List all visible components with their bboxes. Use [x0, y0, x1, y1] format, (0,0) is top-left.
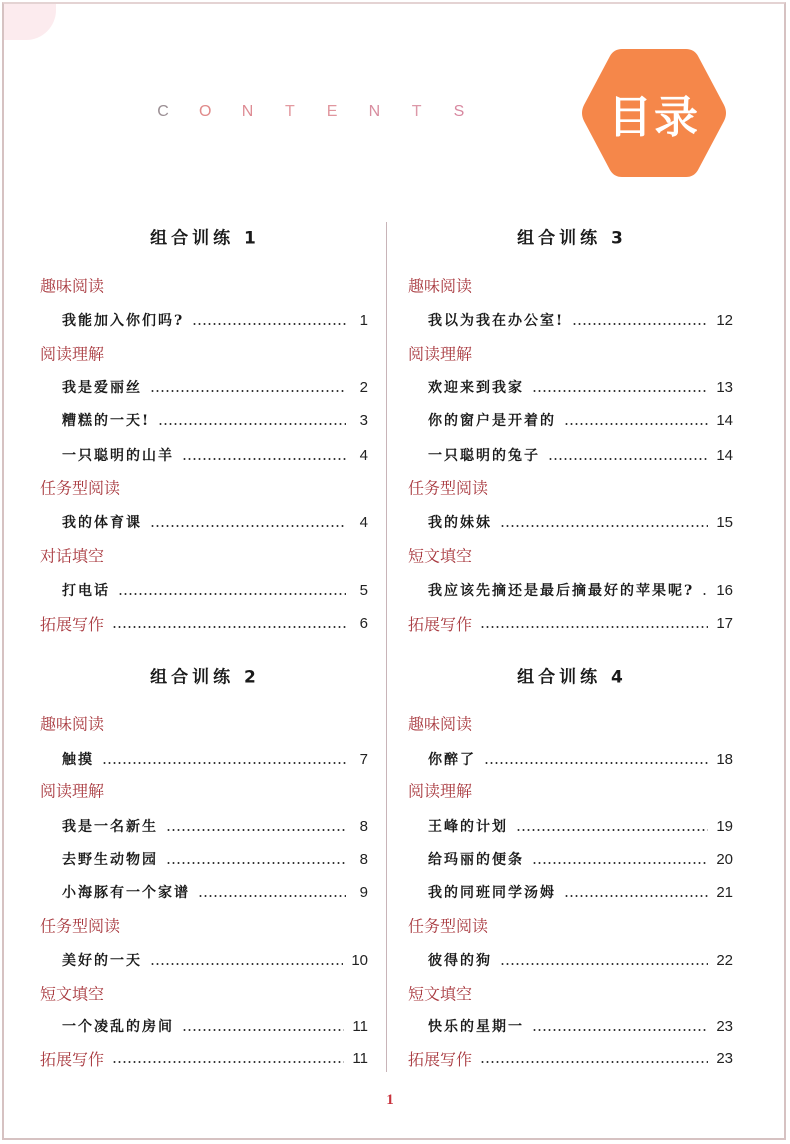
section-heading: 趣味阅读 — [40, 276, 105, 296]
section-heading: 任务型阅读 — [40, 916, 121, 936]
entry-title: 我的体育课 — [62, 515, 142, 531]
entry-page-number: 1 — [359, 311, 368, 329]
entry-page-number: 21 — [716, 883, 733, 901]
entry-page-number: 18 — [716, 750, 733, 768]
toc-entry[interactable] — [428, 444, 733, 466]
entry-title: 给玛丽的便条 — [428, 852, 524, 868]
entry-title: 小海豚有一个家谱 — [62, 885, 190, 901]
entry-title: 打电话 — [62, 583, 110, 599]
toc-entry[interactable] — [428, 409, 733, 431]
contents-letter: T — [284, 103, 295, 120]
entry-title: 糟糕的一天! — [62, 413, 151, 429]
dot-leader — [480, 1061, 708, 1063]
entry-page-number: 9 — [359, 883, 368, 901]
toc-entry[interactable] — [62, 848, 368, 870]
entry-title: 我能加入你们吗? — [62, 313, 185, 329]
toc-column-left — [0, 0, 386, 1144]
entry-page-number: 11 — [352, 1049, 368, 1067]
contents-letter: N — [241, 103, 254, 120]
section-heading: 阅读理解 — [40, 344, 105, 364]
entry-page-number: 3 — [359, 411, 368, 429]
dot-leader — [564, 423, 708, 425]
toc-entry[interactable] — [428, 309, 733, 331]
toc-entry[interactable] — [428, 376, 733, 398]
dot-leader — [118, 593, 346, 595]
dot-leader — [166, 862, 346, 864]
section-heading: 阅读理解 — [408, 344, 473, 364]
dot-leader — [150, 390, 346, 392]
dot-leader — [532, 390, 708, 392]
entry-page-number: 19 — [716, 817, 733, 835]
section-heading: 趣味阅读 — [40, 714, 105, 734]
contents-letter: S — [453, 103, 465, 120]
dot-leader — [516, 829, 708, 831]
section-heading: 短文填空 — [408, 984, 473, 1004]
entry-title: 我的同班同学汤姆 — [428, 885, 556, 901]
dot-leader — [564, 895, 708, 897]
entry-page-number: 14 — [716, 446, 733, 464]
entry-title: 你的窗户是开着的 — [428, 413, 556, 429]
entry-title: 你醉了 — [428, 752, 476, 768]
section-heading: 对话填空 — [40, 546, 105, 566]
entry-title: 我是爱丽丝 — [62, 380, 142, 396]
toc-entry[interactable] — [428, 815, 733, 837]
section-entry[interactable] — [408, 612, 733, 634]
entry-page-number: 10 — [351, 951, 368, 969]
entry-title: 王峰的计划 — [428, 819, 508, 835]
entry-title: 去野生动物园 — [62, 852, 158, 868]
entry-title: 我的妹妹 — [428, 515, 492, 531]
toc-entry[interactable] — [62, 881, 368, 903]
entry-page-number: 17 — [716, 614, 733, 632]
toc-badge-label: 目录 — [608, 92, 700, 143]
section-heading: 阅读理解 — [40, 781, 105, 801]
entry-page-number: 12 — [716, 311, 733, 329]
toc-entry[interactable] — [62, 949, 368, 971]
toc-entry[interactable] — [428, 848, 733, 870]
entry-page-number: 16 — [716, 581, 733, 599]
section-heading: 趣味阅读 — [408, 276, 473, 296]
dot-leader — [484, 762, 708, 764]
entry-title: 触摸 — [62, 752, 94, 768]
entry-page-number: 20 — [716, 850, 733, 868]
toc-column-right — [388, 0, 788, 1144]
entry-title: 我以为我在办公室! — [428, 313, 565, 329]
group-title: 组合训练 1 — [150, 228, 260, 249]
toc-entry[interactable] — [62, 376, 368, 398]
toc-entry[interactable] — [62, 511, 368, 533]
entry-page-number: 8 — [359, 817, 368, 835]
dot-leader — [102, 762, 346, 764]
toc-entry[interactable] — [62, 1015, 368, 1037]
section-entry[interactable] — [40, 1047, 368, 1069]
contents-letter: C — [157, 103, 169, 120]
entry-title: 美好的一天 — [62, 953, 142, 969]
dot-leader — [500, 525, 708, 527]
section-heading: 任务型阅读 — [40, 478, 121, 498]
entry-page-number: 13 — [716, 378, 733, 396]
toc-entry[interactable] — [428, 511, 733, 533]
column-divider — [386, 222, 387, 1072]
dot-leader — [198, 895, 346, 897]
dot-leader — [500, 963, 708, 965]
entry-title: 欢迎来到我家 — [428, 380, 524, 396]
contents-letter: E — [326, 103, 338, 120]
entry-page-number: 22 — [716, 951, 733, 969]
contents-letter: O — [199, 103, 212, 120]
entry-page-number: 4 — [359, 446, 368, 464]
toc-entry[interactable] — [428, 1015, 733, 1037]
page-number: 1 — [386, 1092, 394, 1108]
entry-page-number: 14 — [716, 411, 733, 429]
toc-entry[interactable] — [62, 815, 368, 837]
section-heading: 任务型阅读 — [408, 478, 489, 498]
section-heading: 短文填空 — [408, 546, 473, 566]
entry-page-number: 23 — [716, 1049, 733, 1067]
toc-entry[interactable] — [62, 309, 368, 331]
entry-title: 快乐的星期一 — [428, 1019, 524, 1035]
dot-leader — [158, 423, 346, 425]
entry-title: 我是一名新生 — [62, 819, 158, 835]
entry-page-number: 5 — [359, 581, 368, 599]
toc-entry[interactable] — [428, 949, 733, 971]
dot-leader — [480, 626, 708, 628]
dot-leader — [182, 458, 346, 460]
dot-leader — [182, 1029, 344, 1031]
entry-title: 我应该先摘还是最后摘最好的苹果呢? — [428, 583, 695, 599]
entry-page-number: 6 — [359, 614, 368, 632]
dot-leader — [192, 323, 346, 325]
toc-entry[interactable] — [428, 579, 733, 601]
dot-leader — [572, 323, 708, 325]
dot-leader — [532, 1029, 708, 1031]
entry-page-number: 15 — [716, 513, 733, 531]
toc-entry[interactable] — [62, 748, 368, 770]
group-title: 组合训练 4 — [517, 667, 627, 688]
entry-title: 拓展写作 — [408, 614, 473, 634]
dot-leader — [532, 862, 708, 864]
entry-page-number: 2 — [359, 378, 368, 396]
section-heading: 任务型阅读 — [408, 916, 489, 936]
toc-entry[interactable] — [62, 579, 368, 601]
dot-leader — [166, 829, 346, 831]
dot-leader — [112, 1061, 344, 1063]
group-title: 组合训练 3 — [517, 228, 627, 249]
entry-page-number: 23 — [716, 1017, 733, 1035]
entry-page-number: 7 — [359, 750, 368, 768]
entry-page-number: 4 — [359, 513, 368, 531]
section-heading: 短文填空 — [40, 984, 105, 1004]
contents-letter: N — [368, 103, 381, 120]
entry-title: 拓展写作 — [40, 1049, 105, 1069]
dot-leader — [112, 626, 346, 628]
entry-page-number: 11 — [352, 1017, 368, 1035]
section-heading: 阅读理解 — [408, 781, 473, 801]
toc-entry[interactable] — [428, 881, 733, 903]
entry-title: 一只聪明的山羊 — [62, 448, 174, 464]
entry-title: 拓展写作 — [408, 1049, 473, 1069]
entry-title: 一只聪明的兔子 — [428, 448, 540, 464]
entry-page-number: 8 — [359, 850, 368, 868]
toc-entry[interactable] — [428, 748, 733, 770]
dot-leader — [150, 963, 343, 965]
dot-leader — [702, 593, 708, 595]
entry-title: 彼得的狗 — [428, 953, 492, 969]
entry-title: 拓展写作 — [40, 614, 105, 634]
toc-entry[interactable] — [62, 409, 368, 431]
dot-leader — [150, 525, 346, 527]
contents-letter: T — [411, 103, 422, 120]
section-entry[interactable] — [40, 612, 368, 634]
section-entry[interactable] — [408, 1047, 733, 1069]
group-title: 组合训练 2 — [150, 667, 260, 688]
entry-title: 一个凌乱的房间 — [62, 1019, 174, 1035]
toc-entry[interactable] — [62, 444, 368, 466]
section-heading: 趣味阅读 — [408, 714, 473, 734]
dot-leader — [548, 458, 708, 460]
